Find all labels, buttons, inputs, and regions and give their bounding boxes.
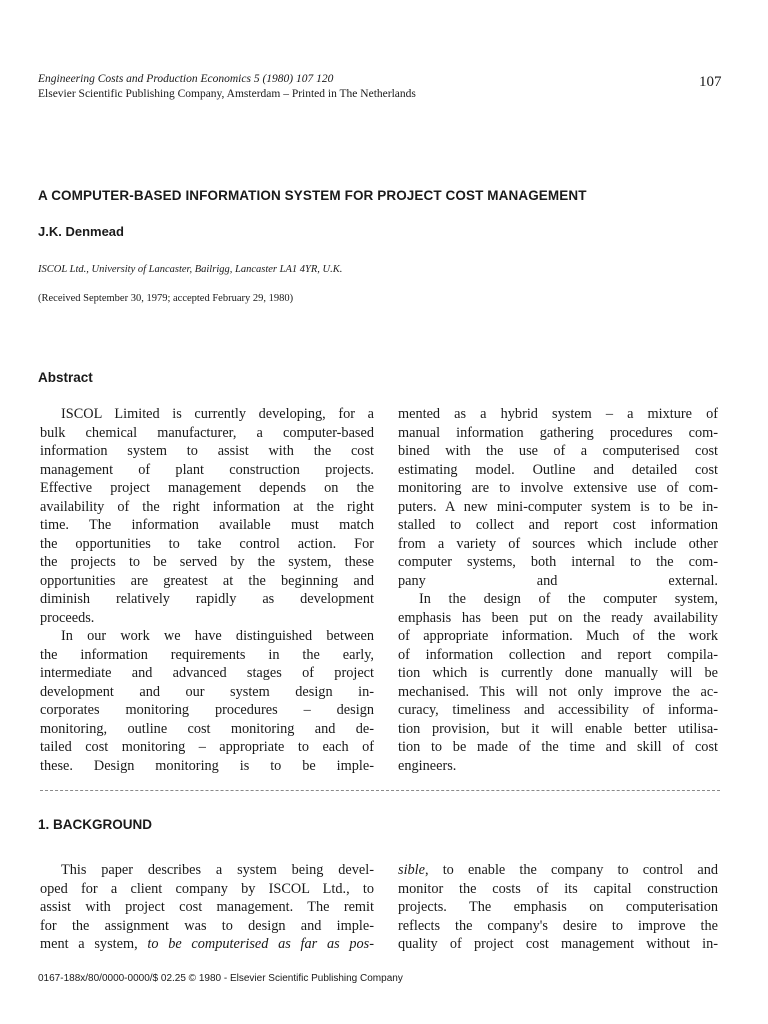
text-line: these. Design monitoring is to be imple- <box>40 757 374 774</box>
text-line: intermediate and advanced stages of project <box>40 665 374 681</box>
text-line: tailed cost monitoring – appropriate to each of <box>40 739 374 755</box>
text-line: tion provision, but it will enable better utilisa- <box>398 720 718 737</box>
text-line: curacy, timeliness and accessibility of informa- <box>398 702 718 718</box>
text-line: monitoring, outline cost monitoring and de- <box>40 720 374 737</box>
italic-text-segment: sible <box>398 862 426 878</box>
text-line: pany and external. <box>398 572 718 589</box>
article-title: A COMPUTER-BASED INFORMATION SYSTEM FOR PROJECT COST MANAGEMENT <box>38 188 587 203</box>
received-dates: (Received September 30, 1979; accepted February 29, 1980) <box>38 293 294 304</box>
journal-citation <box>38 72 333 87</box>
text-line: the projects to be served by the system, these <box>40 554 374 570</box>
text-line: availability of the right information at the right <box>40 498 374 515</box>
abstract-left-column <box>40 405 374 775</box>
abstract-heading: Abstract <box>38 370 93 385</box>
author-name: J.K. Denmead <box>38 224 124 239</box>
text-line: the information requirements in the early, <box>40 646 374 663</box>
text-line: estimating model. Outline and detailed cost <box>398 461 718 478</box>
text-line: Effective project management depends on the <box>40 480 374 496</box>
page-number: 107 <box>699 74 722 90</box>
text-line <box>398 861 718 880</box>
text-line: stalled to collect and report cost information <box>398 517 718 533</box>
abstract-right-column <box>398 405 718 775</box>
text-line: of appropriate information. Much of the work <box>398 628 718 644</box>
text-line: of information collection and report compila- <box>398 646 718 663</box>
text-line: monitor the costs of its capital construction <box>398 880 718 897</box>
text-line: manual information gathering procedures com- <box>398 424 718 441</box>
text-line: projects. The emphasis on computerisation <box>398 899 718 915</box>
text-line: development and our system design in- <box>40 683 374 700</box>
text-line: proceeds. <box>40 609 95 626</box>
text-line: from a variety of sources which include other <box>398 535 718 552</box>
text-segment: , to enable the company to control and <box>425 862 718 878</box>
text-line: ISCOL Limited is currently developing, for a <box>61 406 374 422</box>
text-line: quality of project cost management without in- <box>398 936 718 952</box>
author-affiliation: ISCOL Ltd., University of Lancaster, Bailrigg, Lancaster LA1 4YR, U.K. <box>38 264 343 275</box>
text-line: assist with project cost management. The remit <box>40 899 374 915</box>
text-line: tion which is currently done manually will be <box>398 665 718 681</box>
text-line: oped for a client company by ISCOL Ltd., to <box>40 880 374 897</box>
background-heading: 1. BACKGROUND <box>38 817 153 832</box>
text-line: the opportunities to take control action. For <box>40 535 374 552</box>
text-line: engineers. <box>398 757 457 774</box>
text-line: bulk chemical manufacturer, a computer-based <box>40 424 374 441</box>
copyright-footer: 0167-188x/80/0000-0000/$ 02.25 © 1980 - Elsevier Scientific Publishing Company <box>38 973 403 984</box>
text-line: puters. A new mini-computer system is to be in- <box>398 498 718 515</box>
background-right-column <box>398 861 718 954</box>
text-line <box>40 935 374 954</box>
text-line: emphasis has been put on the ready availability <box>398 609 718 626</box>
text-line: information system to assist with the cost <box>40 443 374 459</box>
background-left-column <box>40 861 374 954</box>
text-line: for the assignment was to design and imple- <box>40 917 374 934</box>
text-line: computer systems, both internal to the com- <box>398 554 718 570</box>
journal-citation-text: Engineering Costs and Production Economics 5 (1980) 107 120 <box>38 73 334 85</box>
text-line: In the design of the computer system, <box>419 591 718 607</box>
publisher-line: Elsevier Scientific Publishing Company, Amsterdam – Printed in The Netherlands <box>38 88 416 100</box>
text-line: In our work we have distinguished between <box>61 628 374 644</box>
text-line: mechanised. This will not only improve the ac- <box>398 683 718 700</box>
text-line: time. The information available must match <box>40 517 374 533</box>
text-line: corporates monitoring procedures – design <box>40 702 374 718</box>
text-line: monitoring are to involve extensive use of com- <box>398 480 718 496</box>
text-line: This paper describes a system being devel- <box>61 862 374 878</box>
text-line: management of plant construction projects. <box>40 461 374 478</box>
text-line: tion to be made of the time and skill of cost <box>398 739 718 755</box>
text-segment: ment a system, <box>40 936 148 952</box>
text-line: opportunities are greatest at the beginning and <box>40 572 374 589</box>
text-line: bined with the use of a computerised cost <box>398 443 718 459</box>
italic-text-segment: to be computerised as far as pos- <box>147 936 374 952</box>
text-line: diminish relatively rapidly as development <box>40 591 374 607</box>
text-line: reflects the company's desire to improve the <box>398 917 718 934</box>
text-line: mented as a hybrid system – a mixture of <box>398 406 718 422</box>
section-divider <box>40 790 720 791</box>
